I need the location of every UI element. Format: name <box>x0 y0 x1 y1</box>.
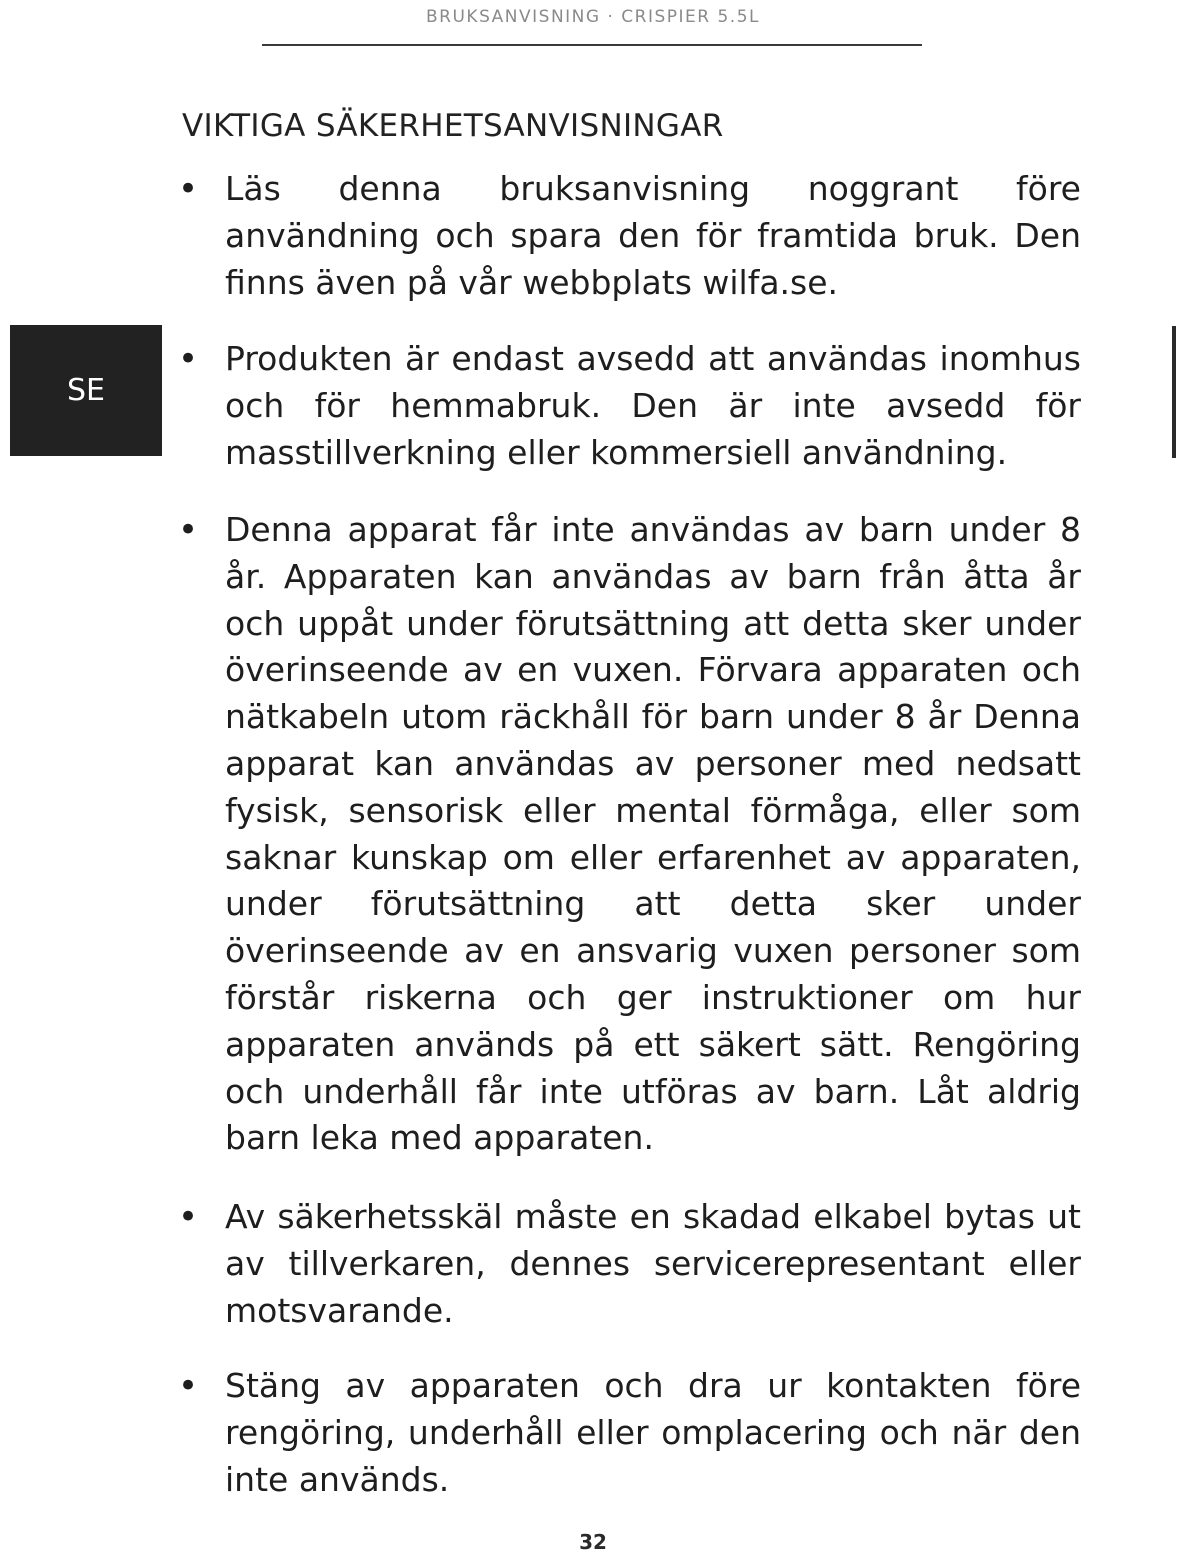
header-divider <box>262 44 922 46</box>
safety-item-4 <box>178 1194 1084 1334</box>
bullet-icon: • <box>178 510 199 550</box>
bullet-icon: • <box>178 1366 199 1406</box>
safety-item-text: Produkten är endast avsedd att användas inomhus och för hemmabruk. Den är inte avsedd för masstillverkning eller kommersiell användning. <box>225 339 1081 472</box>
safety-item-1 <box>178 166 1084 306</box>
running-header: BRUKSANVISNING · CRISPIER 5.5L <box>426 7 760 27</box>
safety-item-2 <box>178 336 1084 476</box>
page-number: 32 <box>579 1530 607 1554</box>
safety-item-5 <box>178 1363 1084 1503</box>
section-title: VIKTIGA SÄKERHETSANVISNINGAR <box>182 108 724 144</box>
language-tab <box>10 325 162 456</box>
safety-item-3 <box>178 507 1084 1162</box>
language-tab-label: SE <box>67 373 105 408</box>
safety-item-text: Läs denna bruksanvisning noggrant före användning och spara den för framtida bruk. Den finns även på vår webbplats wilfa.se. <box>225 169 1081 302</box>
safety-item-text: Stäng av apparaten och dra ur kontakten före rengöring, underhåll eller omplacering och när den inte används. <box>225 1366 1081 1499</box>
page-edge-marker <box>1172 326 1176 458</box>
bullet-icon: • <box>178 1197 199 1237</box>
safety-item-text: Denna apparat får inte användas av barn under 8 år. Apparaten kan användas av barn från åtta år och uppåt under förutsättning att detta sker under överinseende av en vuxen. Förvara apparaten och nätkabeln utom räckhåll för barn under 8 år Denna apparat kan användas av personer med nedsatt fysisk, sensorisk eller mental förmåga, eller som saknar kunskap om eller erfarenhet av apparaten, under förutsättning att detta sker under överinseende av en ansvarig vuxen personer som förstår riskerna och ger instruktioner om hur apparaten används på ett säkert sätt. Rengöring och underhåll får inte utföras av barn. Låt aldrig barn leka med apparaten. <box>225 510 1081 1158</box>
bullet-icon: • <box>178 339 199 379</box>
safety-item-text: Av säkerhetsskäl måste en skadad elkabel bytas ut av tillverkaren, dennes servicerepresentant eller motsvarande. <box>225 1197 1081 1330</box>
bullet-icon: • <box>178 169 199 209</box>
